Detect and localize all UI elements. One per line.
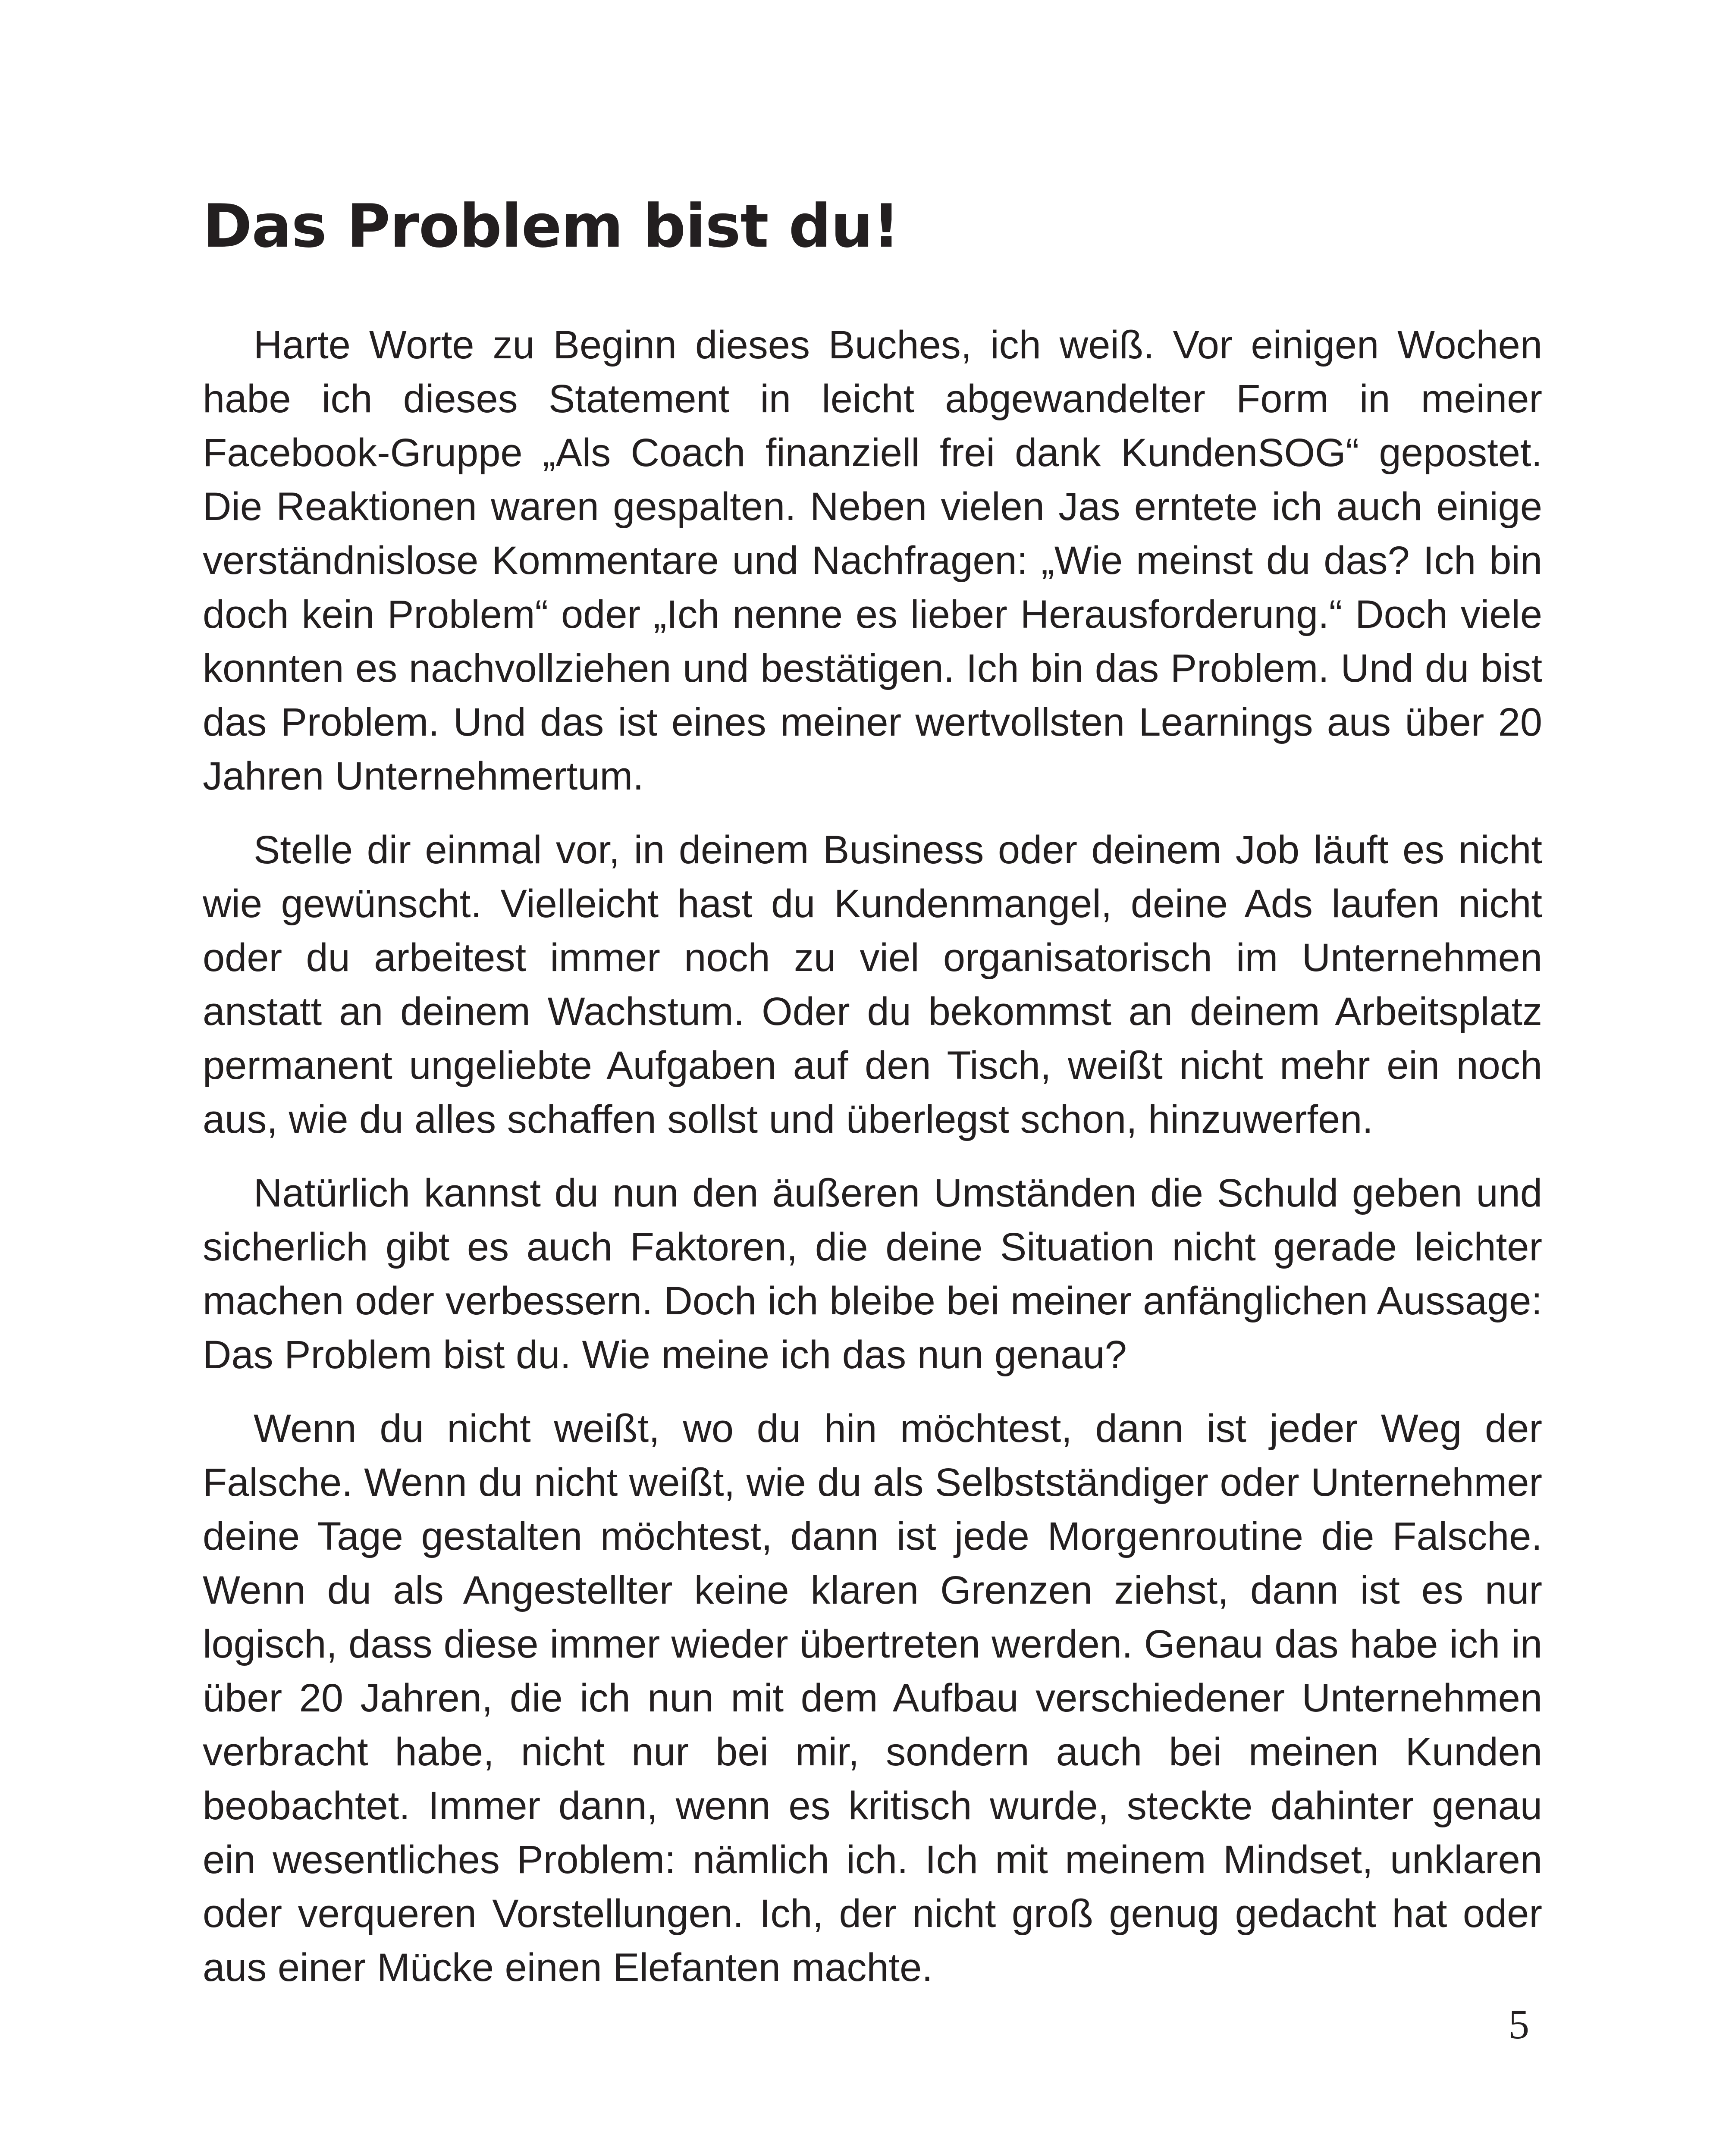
paragraph-1: Harte Worte zu Beginn dieses Buches, ich weiß. Vor einigen Wochen habe ich dieses Statement in leicht abgewandelter Form in meiner Facebook-Gruppe „Als Coach finanziell frei dank KundenSOG“ gepostet. Die Reaktionen waren gespalten. Neben vielen Jas erntete ich auch einige verständnislose Kommentare und Nachfragen: „Wie meinst du das? Ich bin doch kein Problem“ oder „Ich nenne es lieber Herausforderung.“ Doch viele konnten es nachvollziehen und bestätigen. Ich bin das Problem. Und du bist das Problem. Und das ist eines meiner wertvollsten Learnings aus über 20 Jahren Unternehmertum. [203, 323, 1542, 798]
paragraph-4: Wenn du nicht weißt, wo du hin möchtest, dann ist jeder Weg der Falsche. Wenn du nicht weißt, wie du als Selbstständiger oder Unternehmer deine Tage gestalten möchtest, dann ist jede Morgenroutine die Falsche. Wenn du als Angestellter keine klaren Grenzen ziehst, dann ist es nur logisch, dass diese immer wieder übertreten werden. Genau das habe ich in über 20 Jahren, die ich nun mit dem Aufbau verschiedener Unternehmen verbracht habe, nicht nur bei mir, sondern auch bei meinen Kunden beobachtet. Immer dann, wenn es kritisch wurde, steckte dahinter genau ein wesentliches Problem: nämlich ich. Ich mit meinem Mindset, unklaren oder verqueren Vorstellungen. Ich, der nicht groß genug gedacht hat oder aus einer Mücke einen Elefanten machte. [203, 1407, 1542, 1990]
paragraph-2: Stelle dir einmal vor, in deinem Business oder deinem Job läuft es nicht wie gewünscht. Vielleicht hast du Kundenmangel, deine Ads laufen nicht oder du arbeitest immer noch zu viel organisatorisch im Unternehmen anstatt an deinem Wachstum. Oder du bekommst an deinem Arbeitsplatz permanent ungeliebte Aufgaben auf den Tisch, weißt nicht mehr ein noch aus, wie du alles schaffen sollst und überlegst schon, hinzuwerfen. [203, 828, 1542, 1141]
page-content [203, 190, 1542, 2015]
body-text [203, 318, 1542, 1995]
page-number: 5 [1509, 2001, 1529, 2047]
paragraph-3: Natürlich kannst du nun den äußeren Umständen die Schuld geben und sicherlich gibt es auch Faktoren, die deine Situation nicht gerade leichter machen oder verbessern. Doch ich bleibe bei meiner anfänglichen Aussage: Das Problem bist du. Wie meine ich das nun genau? [203, 1171, 1542, 1377]
chapter-title: Das Problem bist du! [203, 191, 900, 261]
